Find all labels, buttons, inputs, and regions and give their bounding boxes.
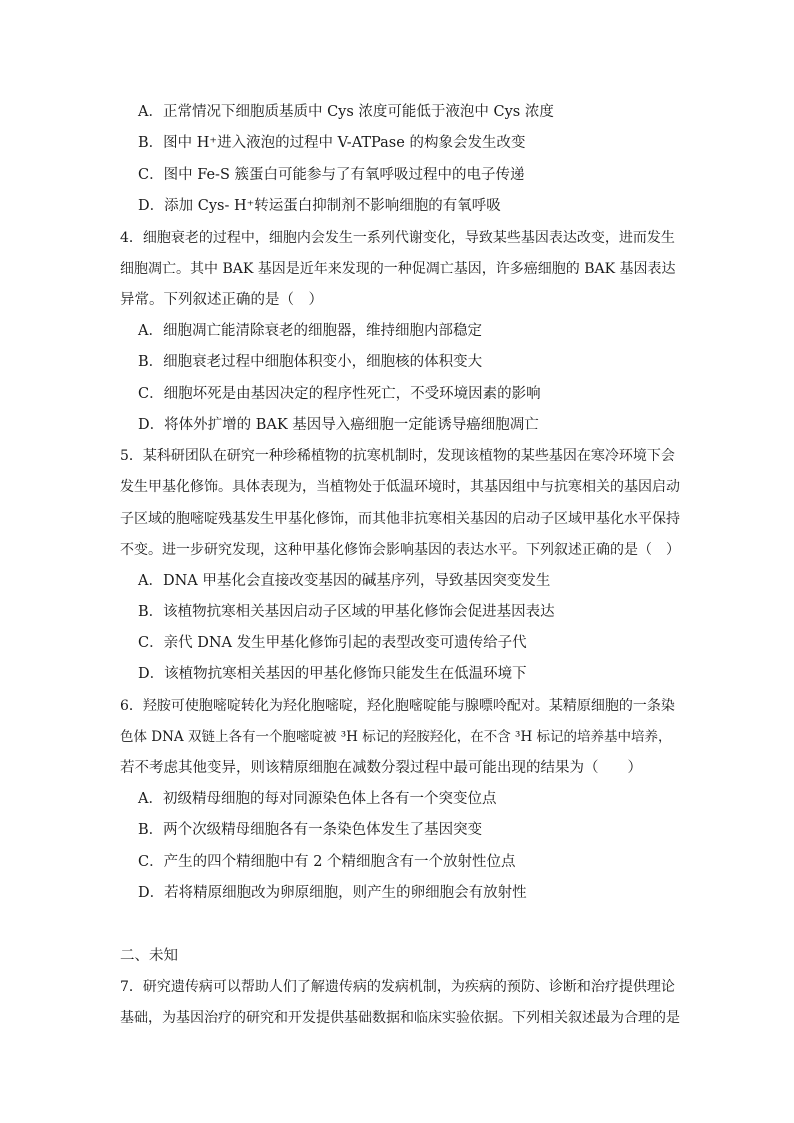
q6-stem-line-2: 色体 DNA 双链上各有一个胞嘧啶被 ³H 标记的羟胺羟化，在不含 ³H 标记的培养基中培养， [120,729,672,745]
q4-option-c: C．细胞坏死是由基因决定的程序性死亡，不受环境因素的影响 [138,386,541,402]
q5-stem-line-3: 子区域的胞嘧啶残基发生甲基化修饰，而其他非抗寒相关基因的启动子区域甲基化水平保持 [120,511,680,527]
q5-stem-line-4: 不变。进一步研究发现，这种甲基化修饰会影响基因的表达水平。下列叙述正确的是（ ） [120,542,680,558]
q6-option-c: C．产生的四个精细胞中有 2 个精细胞含有一个放射性位点 [138,854,516,870]
q6-stem-line-3: 若不考虑其他变异，则该精原细胞在减数分裂过程中最可能出现的结果为（ ） [120,760,642,776]
q5-option-a: A．DNA 甲基化会直接改变基因的碱基序列，导致基因突变发生 [138,573,551,589]
q5-option-c: C．亲代 DNA 发生甲基化修饰引起的表型改变可遗传给子代 [138,635,527,651]
q3-option-c: C．图中 Fe-S 簇蛋白可能参与了有氧呼吸过程中的电子传递 [138,167,525,183]
q6-option-d: D．若将精原细胞改为卵原细胞，则产生的卵细胞会有放射性 [138,885,527,901]
q3-option-d: D．添加 Cys- H⁺转运蛋白抑制剂不影响细胞的有氧呼吸 [138,198,501,214]
q6-option-b: B．两个次级精母细胞各有一条染色体发生了基因突变 [138,822,483,838]
q3-option-a: A．正常情况下细胞质基质中 Cys 浓度可能低于液泡中 Cys 浓度 [138,104,554,120]
q4-option-b: B．细胞衰老过程中细胞体积变小，细胞核的体积变大 [138,354,483,370]
q6-option-a: A．初级精母细胞的每对同源染色体上各有一个突变位点 [138,791,497,807]
q5-stem-line-2: 发生甲基化修饰。具体表现为，当植物处于低温环境时，其基因组中与抗寒相关的基因启动 [120,479,680,495]
q4-option-a: A．细胞凋亡能清除衰老的细胞器，维持细胞内部稳定 [138,323,482,339]
q4-stem-line-2: 细胞凋亡。其中 BAK 基因是近年来发现的一种促凋亡基因，许多癌细胞的 BAK 基因表达 [120,261,676,277]
q4-stem-line-3: 异常。下列叙述正确的是（ ） [120,292,323,308]
q4-stem-line-1: 4．细胞衰老的过程中，细胞内会发生一系列代谢变化，导致某些基因表达改变，进而发生 [120,230,675,246]
q4-option-d: D．将体外扩增的 BAK 基因导入癌细胞一定能诱导癌细胞凋亡 [138,417,539,433]
q5-option-d: D．该植物抗寒相关基因的甲基化修饰只能发生在低温环境下 [138,666,527,682]
q3-option-b: B．图中 H⁺进入液泡的过程中 V-ATPase 的构象会发生改变 [138,135,526,151]
q5-stem-line-1: 5．某科研团队在研究一种珍稀植物的抗寒机制时，发现该植物的某些基因在寒冷环境下会 [120,448,675,464]
q7-stem-line-2: 基础，为基因治疗的研究和开发提供基础数据和临床实验依据。下列相关叙述最为合理的是 [120,1010,680,1026]
q7-stem-line-1: 7．研究遗传病可以帮助人们了解遗传病的发病机制，为疾病的预防、诊断和治疗提供理论 [120,979,675,995]
section-title: 二、未知 [120,948,178,964]
q5-option-b: B．该植物抗寒相关基因启动子区域的甲基化修饰会促进基因表达 [138,604,555,620]
q6-stem-line-1: 6．羟胺可使胞嘧啶转化为羟化胞嘧啶，羟化胞嘧啶能与腺嘌呤配对。某精原细胞的一条染 [120,698,675,714]
